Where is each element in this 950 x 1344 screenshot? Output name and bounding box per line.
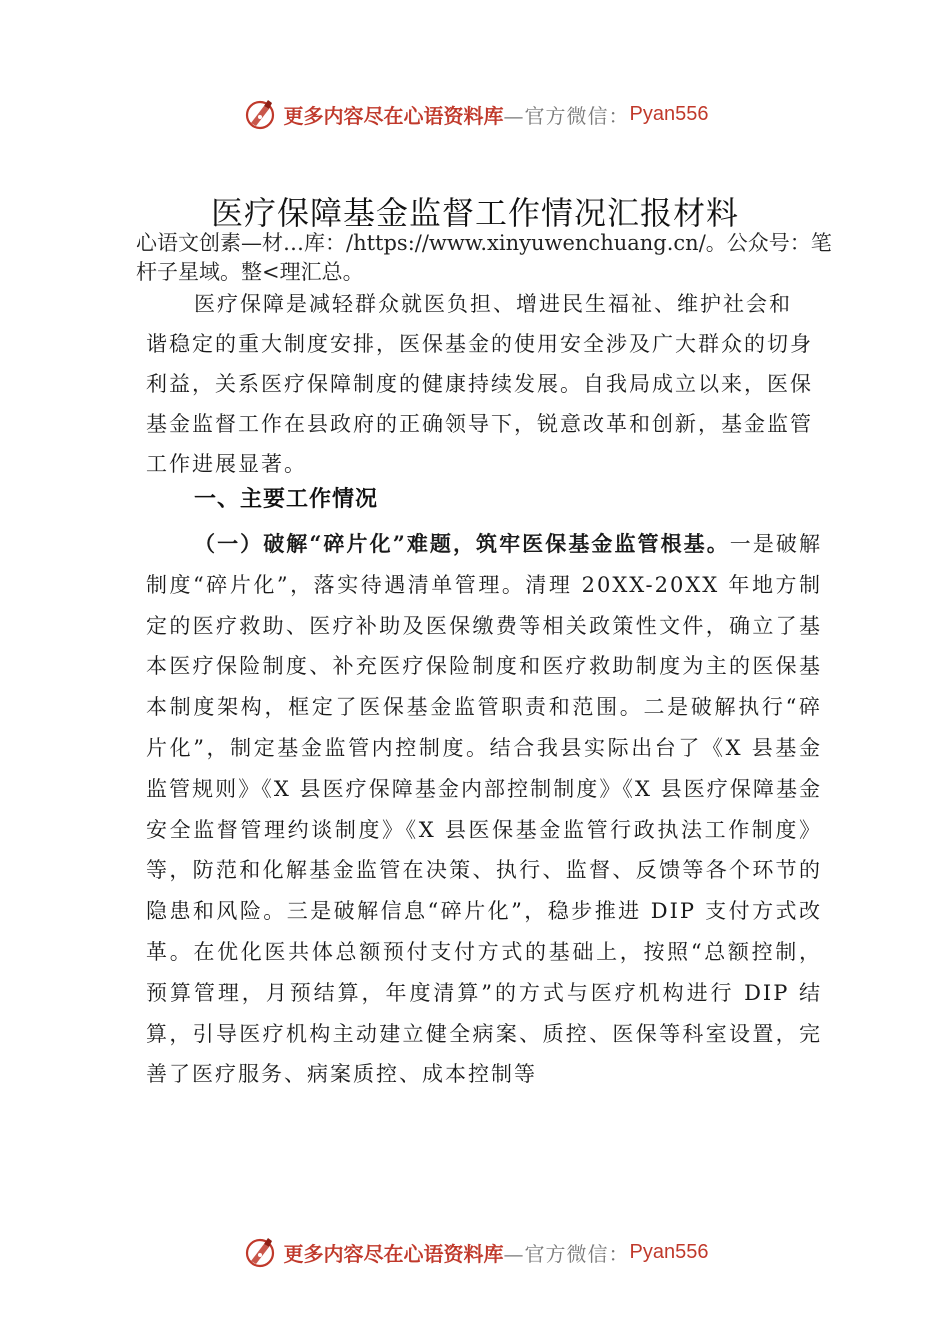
- intro-paragraph: 医疗保障是减轻群众就医负担、增进民生福祉、维护社会和谐稳定的重大制度安排，医保基金的使用安全涉及广大群众的切身利益，关系医疗保障制度的健康持续发展。自我局成立以来，医保基金监督工作在县政府的正确领导下，锐意改革和创新，基金监管工作进展显著。: [146, 292, 813, 476]
- document-title: 医疗保障基金监督工作情况汇报材料: [210, 194, 739, 232]
- pen-nib-logo-icon: [242, 1234, 278, 1270]
- subsection-heading: （一）破解“碎片化”难题，筑牢医保基金监管根基。: [194, 531, 730, 556]
- banner-brand-text: 更多内容尽在心语资料库: [283, 1241, 504, 1266]
- source-line: 心语文创素—材…库：/https://www.xinyuwenchuang.cn/。公众号：笔杆子星域。整<理汇总。: [136, 231, 832, 284]
- banner-wechat-id: Pyan556: [629, 102, 709, 125]
- subsection-body: 一是破解制度“碎片化”，落实待遇清单管理。清理 20XX-20XX 年地方制定的医疗救助、医疗补助及医保缴费等相关政策性文件，确立了基本医疗保险制度、补充医疗保险制度和医疗救助制度为主的医保基本制度架构，框定了医保基金监管职责和范围。二是破解执行“碎片化”，制定基金监管内控制度。结合我县实际出台了《X 县基金监管规则》《X 县医疗保障基金内部控制制度》《X 县医疗保障基金安全监督管理约谈制度》《X 县医保基金监管行政执法工作制度》等，防范和化解基金监管在决策、执行、监督、反馈等各个环节的隐患和风险。三是破解信息“碎片化”，稳步推进 DIP 支付方式改革。在优化医共体总额预付支付方式的基础上，按照“总额控制，预算管理，月预结算，年度清算”的方式与医疗机构进行 DIP 结算，引导医疗机构主动建立健全病案、质控、医保等科室设置，完善了医疗服务、病案质控、成本控制等: [146, 532, 823, 1087]
- subsection-paragraph: [146, 524, 822, 1095]
- banner-wechat-label: —官方微信：: [503, 1241, 630, 1266]
- section-heading: 一、主要工作情况: [194, 487, 379, 512]
- pen-nib-logo-icon: [242, 96, 278, 132]
- banner-brand-text: 更多内容尽在心语资料库: [283, 103, 504, 128]
- footer-watermark-banner: [0, 1232, 950, 1272]
- banner-wechat-id: Pyan556: [629, 1240, 709, 1263]
- header-watermark-banner: [0, 94, 950, 134]
- banner-wechat-label: —官方微信：: [503, 103, 630, 128]
